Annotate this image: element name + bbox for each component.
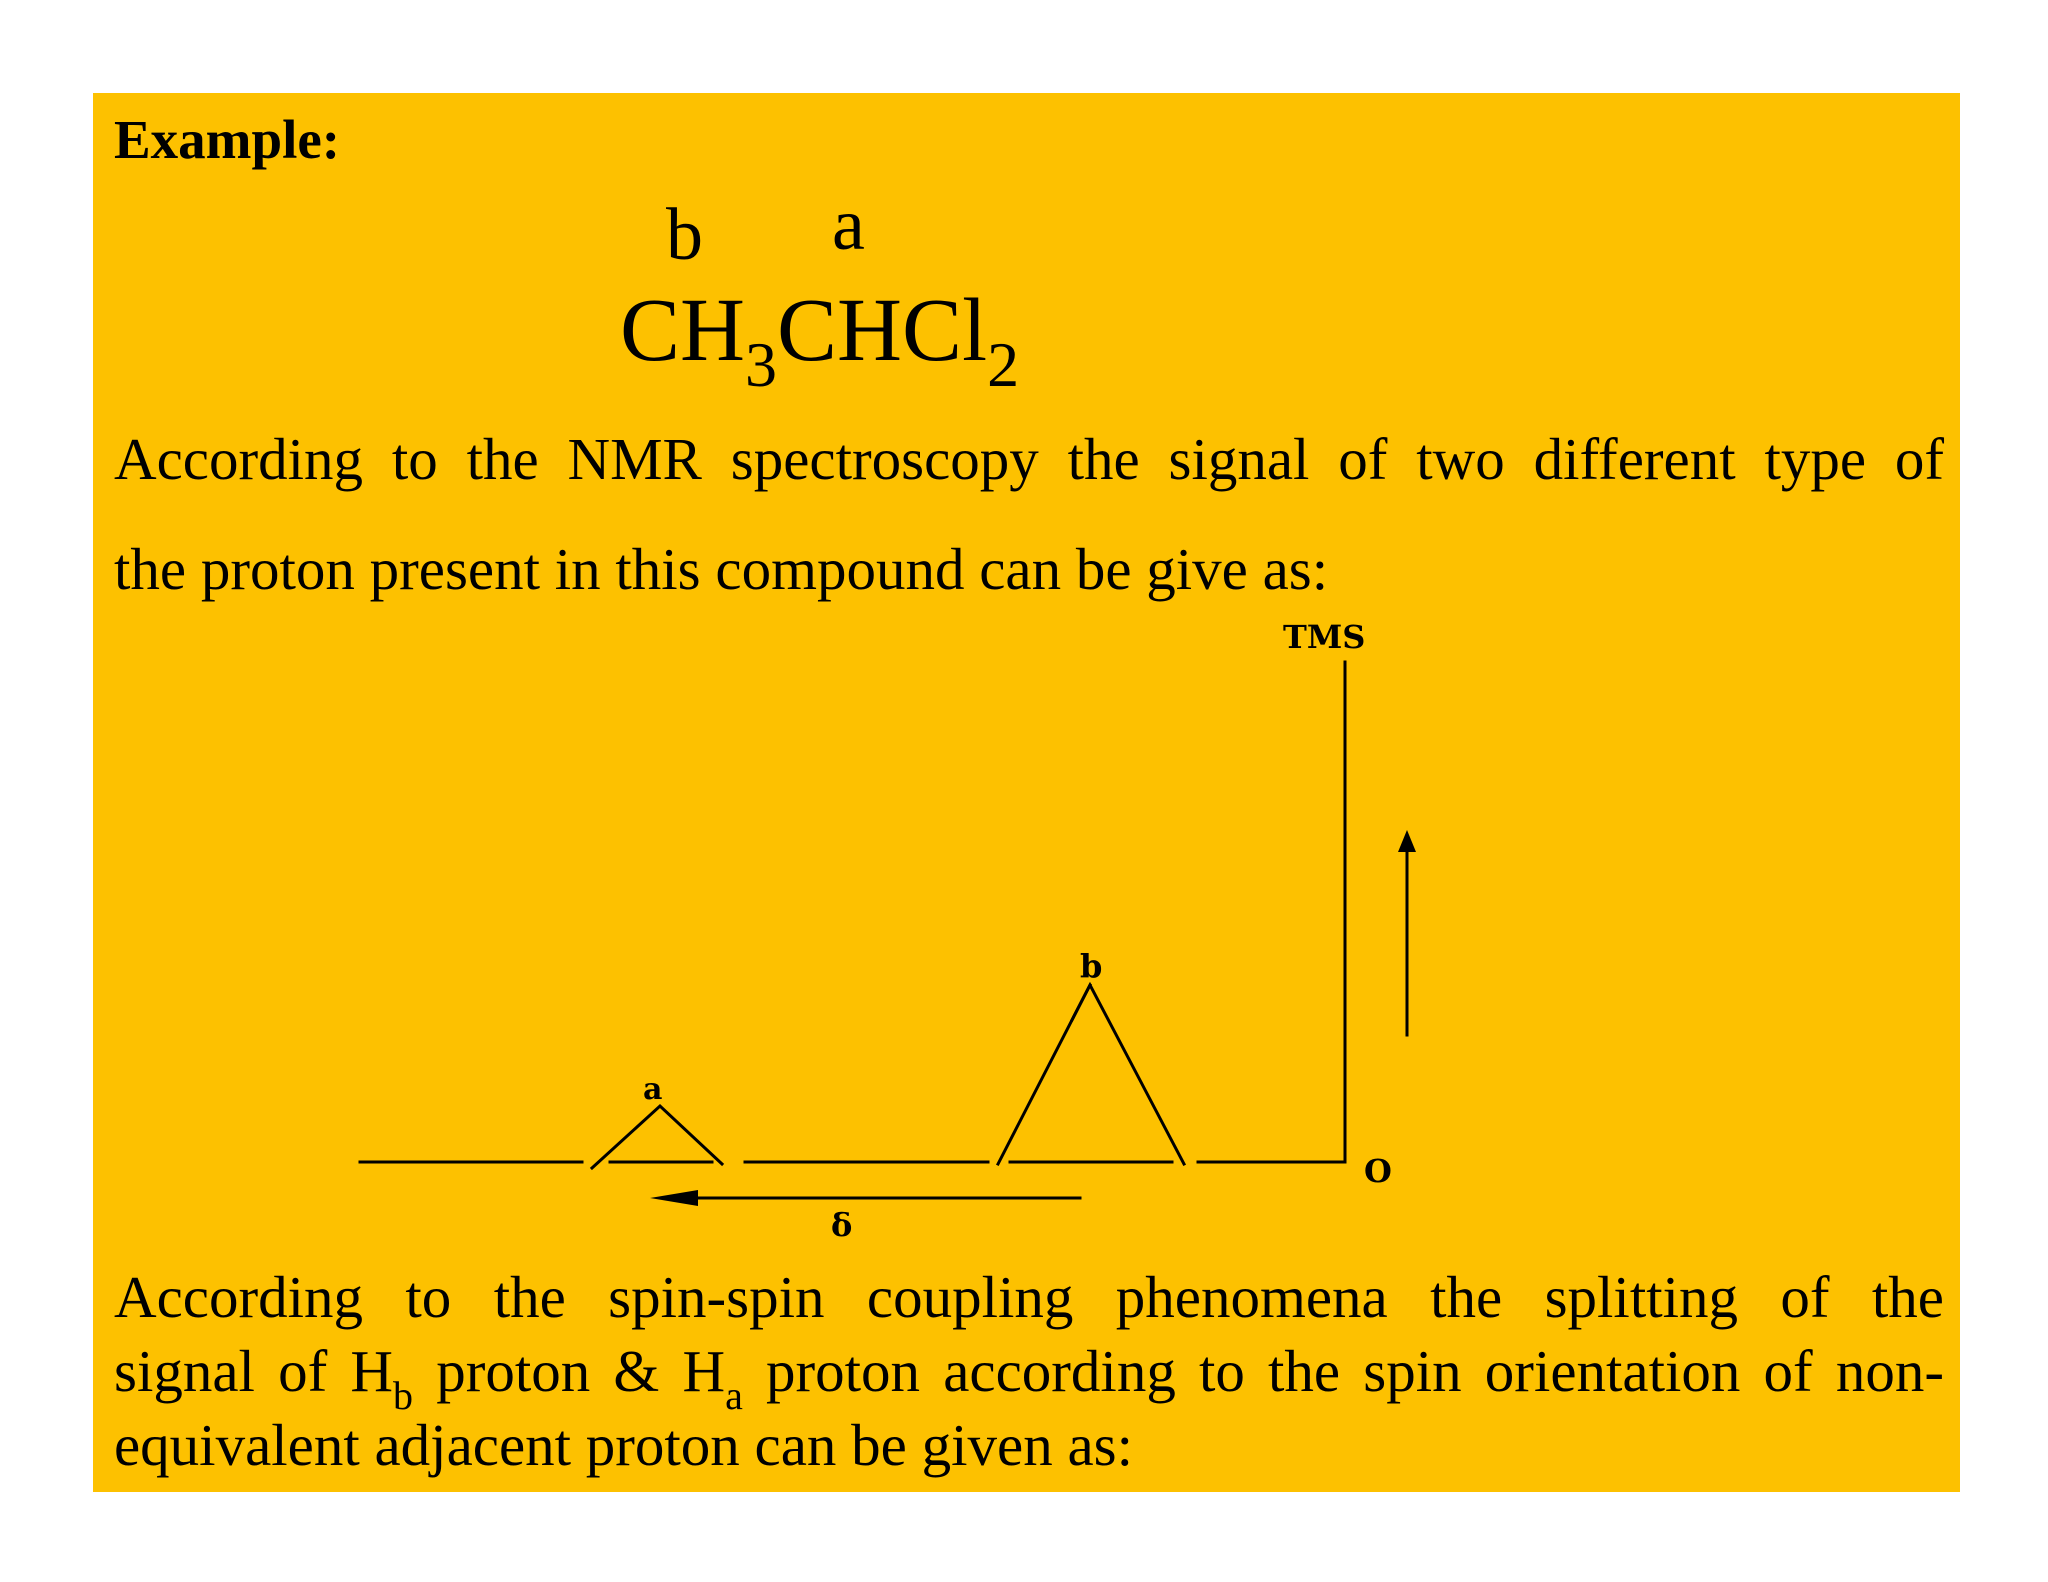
p2-text-rest: proton according to the spin orientation of non- <box>742 1338 1945 1404</box>
p2-text-proton-and-h: proton & H <box>413 1338 726 1404</box>
subscript-b: b <box>393 1373 414 1418</box>
peak-b <box>998 985 1184 1164</box>
delta-label: δ <box>831 1206 853 1244</box>
peak-a-label: a <box>643 1072 663 1107</box>
p2-text-signal-of-h: signal of H <box>114 1338 394 1404</box>
delta-arrow-head <box>650 1190 698 1206</box>
formula-sub-3: 3 <box>745 329 778 400</box>
paragraph1-line2: the proton present in this compound can be give as: <box>114 536 1329 602</box>
paragraph1-line1: According to the NMR spectroscopy the signal of two different type of <box>114 426 1944 492</box>
paragraph2-line3: equivalent adjacent proton can be given as: <box>114 1412 1133 1478</box>
formula-chcl: CHCl <box>777 281 988 380</box>
paragraph2-line2 <box>114 1338 1945 1418</box>
tms-label: TMS <box>1283 618 1366 656</box>
peak-b-label: b <box>1080 947 1103 985</box>
paragraph2-line1: According to the spin-spin coupling phenomena the splitting of the <box>114 1264 1944 1330</box>
peak-b-tick <box>1072 985 1090 1020</box>
proton-label-a: a <box>832 184 865 266</box>
proton-label-b: b <box>666 194 703 276</box>
example-heading: Example: <box>114 109 341 170</box>
formula-ch: CH <box>620 281 746 380</box>
formula-sub-2: 2 <box>987 329 1020 400</box>
intensity-arrow-head <box>1398 830 1416 852</box>
zero-label: O <box>1364 1152 1392 1190</box>
peak-a <box>592 1106 722 1168</box>
subscript-a: a <box>725 1373 743 1418</box>
